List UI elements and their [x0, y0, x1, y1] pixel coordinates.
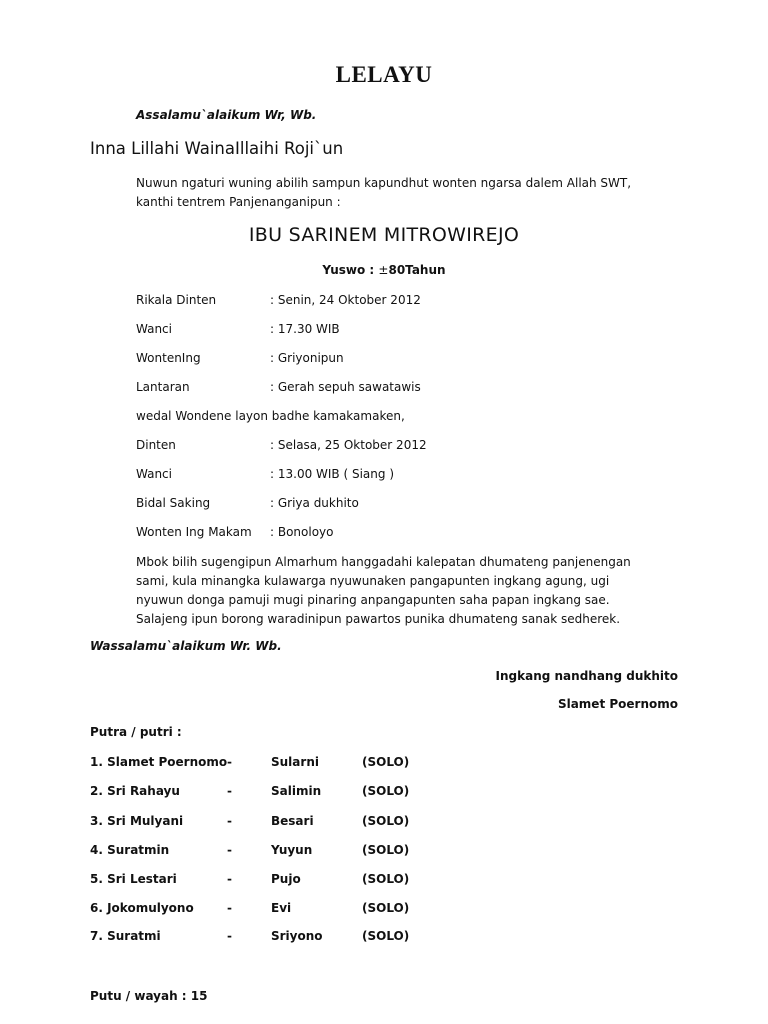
child-separator: - — [227, 901, 232, 915]
child-name: 6. Jokomulyono — [90, 901, 194, 915]
child-spouse: Salimin — [271, 784, 322, 798]
child-city: (SOLO) — [362, 814, 410, 828]
child-spouse: Evi — [271, 901, 292, 915]
detail-label: Rikala Dinten — [136, 293, 217, 307]
child-city: (SOLO) — [362, 843, 410, 857]
child-name: 1. Slamet Poernomo — [90, 755, 228, 769]
child-name: 4. Suratmin — [90, 843, 170, 857]
signature-title: Ingkang nandhang dukhito — [495, 669, 678, 683]
child-separator: - — [227, 929, 232, 943]
age-approx-symbol: ± — [378, 263, 389, 277]
child-city: (SOLO) — [362, 755, 410, 769]
closing-greeting: Wassalamu`alaikum Wr. Wb. — [90, 639, 282, 653]
intro-paragraph: Nuwun ngaturi wuning abilih sampun kapundhut wonten ngarsa dalem Allah SWT, kanthi tentrem Panjenanganipun : — [136, 176, 632, 209]
detail-label: Wanci — [136, 322, 172, 336]
detail-label: Bidal Saking — [136, 496, 211, 510]
detail-value: : Senin, 24 Oktober 2012 — [270, 293, 421, 307]
child-spouse: Sriyono — [271, 929, 323, 943]
detail-value: : Griya dukhito — [270, 496, 359, 510]
closing-paragraph: Mbok bilih sugengipun Almarhum hanggadahi kalepatan dhumateng panjenengan sami, kula minangka kulawarga nyuwunaken pangapunten ingkang agung, ugi nyuwun donga pamuji mugi pinaring anpangapunten saha papan ingkang sae. Salajeng ipun borong waradinipun pawartos punika dhumateng sanak sedherek. — [136, 555, 631, 626]
grandchildren-count: Putu / wayah : 15 — [90, 989, 208, 1003]
child-separator: - — [227, 784, 232, 798]
deceased-age — [0, 263, 768, 277]
child-separator: - — [227, 814, 232, 828]
detail-label: WontenIng — [136, 351, 201, 365]
detail-value: : 17.30 WIB — [270, 322, 340, 336]
child-name: 5. Sri Lestari — [90, 872, 177, 886]
detail-label: Wanci — [136, 467, 172, 481]
detail-value: : 13.00 WIB ( Siang ) — [270, 467, 394, 481]
deceased-name: IBU SARINEM MITROWIREJO — [248, 224, 520, 246]
child-city: (SOLO) — [362, 901, 410, 915]
age-value: 80Tahun — [388, 263, 446, 277]
document-title: LELAYU — [335, 62, 433, 87]
child-name: 3. Sri Mulyani — [90, 814, 184, 828]
children-heading: Putra / putri : — [90, 725, 182, 739]
child-separator: - — [227, 755, 232, 769]
opening-greeting: Assalamu`alaikum Wr, Wb. — [136, 108, 317, 122]
burial-intro: wedal Wondene layon badhe kamakamaken, — [136, 409, 405, 423]
child-city: (SOLO) — [362, 929, 410, 943]
child-spouse: Besari — [271, 814, 314, 828]
child-spouse: Sularni — [271, 755, 319, 769]
signature-name: Slamet Poernomo — [557, 697, 678, 711]
child-separator: - — [227, 872, 232, 886]
child-name: 7. Suratmi — [90, 929, 161, 943]
child-city: (SOLO) — [362, 784, 410, 798]
inna-lillahi-line: Inna Lillahi WainaIllaihi Roji`un — [90, 139, 344, 158]
detail-label: Dinten — [136, 438, 176, 452]
child-spouse: Pujo — [271, 872, 301, 886]
detail-value: : Gerah sepuh sawatawis — [270, 380, 421, 394]
detail-label: Lantaran — [136, 380, 190, 394]
detail-label: Wonten Ing Makam — [136, 525, 252, 539]
detail-value: : Selasa, 25 Oktober 2012 — [270, 438, 427, 452]
age-label: Yuswo : — [322, 263, 375, 277]
detail-value: : Griyonipun — [270, 351, 344, 365]
child-spouse: Yuyun — [271, 843, 313, 857]
child-separator: - — [227, 843, 232, 857]
child-city: (SOLO) — [362, 872, 410, 886]
child-name: 2. Sri Rahayu — [90, 784, 180, 798]
detail-value: : Bonoloyo — [270, 525, 334, 539]
